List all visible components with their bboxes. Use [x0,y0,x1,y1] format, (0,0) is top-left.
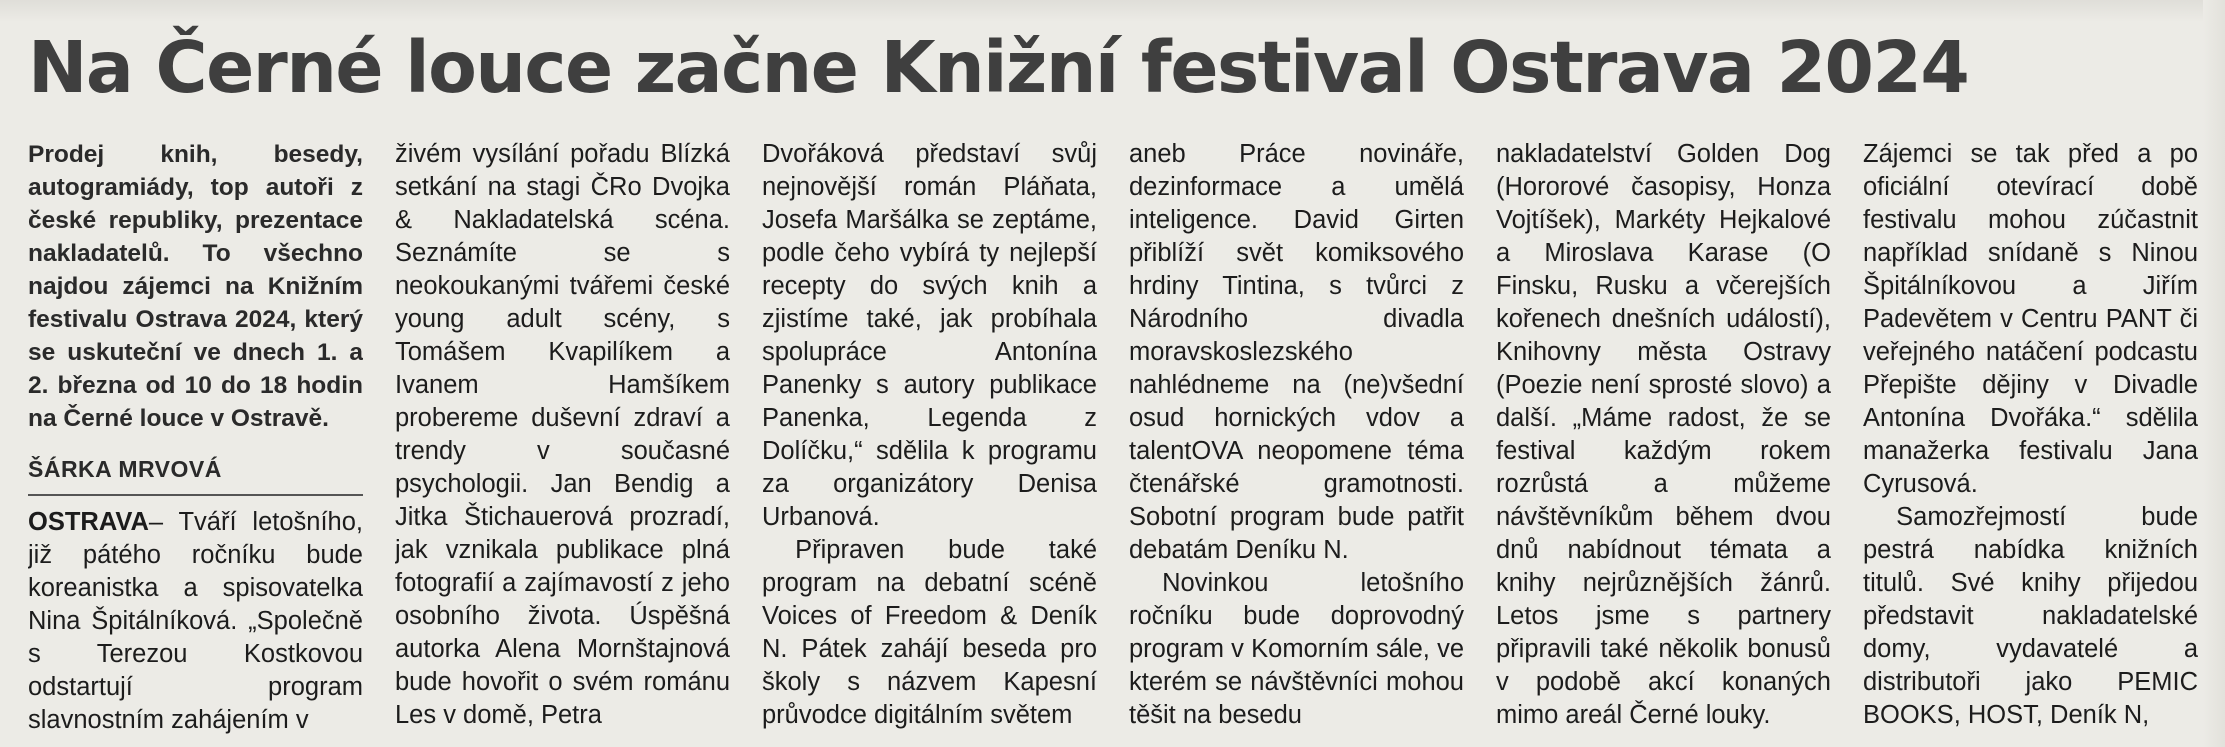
article-paragraph-3: Zájemci se tak před a po oficiální otevírací době festivalu mohou zúčastnit například snídaně s Ninou Špitálníkovou a Jiřím Padevětem v Centru PANT či veřejného natáčení podcastu Přepište dějiny v Divadle Antonína Dvořáka.“ sdělila manažerka festivalu Jana Cyrusová. [1863,140,2198,498]
article-paragraph-3: nakladatelství Golden Dog (Hororové časopisy, Honza Vojtíšek), Markéty Hejkalové a Miroslava Karase (O Finsku, Rusku a včerejších kořenech dnešních událostí), Knihovny města Ostravy (Poezie není sprosté slovo) a další. „Máme radost, že se festival každým rokem rozrůstá a můžeme návštěvníkům během dvou dnů nabídnout témata a knihy nejrůznějších žánrů. Letos jsme s partnery připravili také několik bonusů v podobě akcí konaných mimo areál Černé louky. [1496,140,1831,729]
article-body [28,138,2198,747]
article-byline: ŠÁRKA MRVOVÁ [28,453,363,496]
adjacent-page-bleed-right [2203,0,2225,747]
adjacent-page-bleed-top [0,0,2225,22]
article-column-2 [395,138,730,747]
article-column-3 [762,138,1097,747]
article-column-1 [28,138,363,747]
article-paragraph-2: Připraven bude také program na debatní scéně Voices of Freedom & Deník N. Pátek zahájí beseda pro školy s názvem Kapesní průvodce digitálním světem [762,536,1097,729]
article-paragraph-1 [28,506,363,737]
article-paragraph-3: Novinkou letošního ročníku bude doprovodný program v Komorním sále, ve kterém se návštěvníci mohou těšit na besedu [1129,569,1464,729]
article-column-4 [1129,138,1464,747]
article-paragraph-1: živém vysílání pořadu Blízká setkání na stagi ČRo Dvojka & Nakladatelská scéna. Seznámíte se s neokoukanými tvářemi české young adult scény, s Tomášem Kvapilíkem a Ivanem Hamšíkem probereme duševní zdraví a trendy v současné psychologii. Jan Bendig a Jitka Štichauerová prozradí, jak vznikala publikace plná fotografií a zajímavostí z jeho osobního života. Úspěšná autorka Alena Mornštajnová bude hovořit o svém románu Les v domě, Petra [395,140,730,729]
article-column-6 [1863,138,2198,747]
article-paragraph-1: Dvořáková představí svůj nejnovější román Pláňata, Josefa Maršálka se zeptáme, podle čeho vybírá ty nejlepší recepty do svých knih a zjistíme také, jak probíhala spolupráce Antonína Panenky s autory publikace Panenka, Legenda z Dolíčku,“ sdělila k programu za organizátory Denisa Urbanová. [762,140,1097,531]
article-paragraph-4: Samozřejmostí bude pestrá nabídka knižních titulů. Své knihy přijedou představit nakladatelské domy, vydavatelé a distributoři jako PEMIC BOOKS, HOST, Deník N, [1863,503,2198,729]
article-paragraph-2: aneb Práce novináře, dezinformace a umělá inteligence. David Girten přiblíží svět komiksového hrdiny Tintina, s tvůrci z Národního divadla moravskoslezského nahlédneme na (ne)všední osud hornických vdov a talentOVA neopomene téma čtenářské gramotnosti. Sobotní program bude patřit debatám Deníku N. [1129,140,1464,564]
article-headline: Na Černé louce začne Knižní festival Ostrava 2024 [28,26,1969,109]
article-dateline: OSTRAVA [28,508,149,536]
article-lead: Prodej knih, besedy, autogramiády, top autoři z české republiky, prezentace nakladatelů. To všechno najdou zájemci na Knižním festivalu Ostrava 2024, který se uskuteční ve dnech 1. a 2. března od 10 do 18 hodin na Černé louce v Ostravě. [28,141,363,432]
article-column-5 [1496,138,1831,747]
article-paragraph-1-text: – Tváří letošního, již pátého ročníku bude koreanistka a spisovatelka Nina Špitálníková. „Společně s Terezou Kostkovou odstartují program slavnostním zahájením v [28,508,363,734]
